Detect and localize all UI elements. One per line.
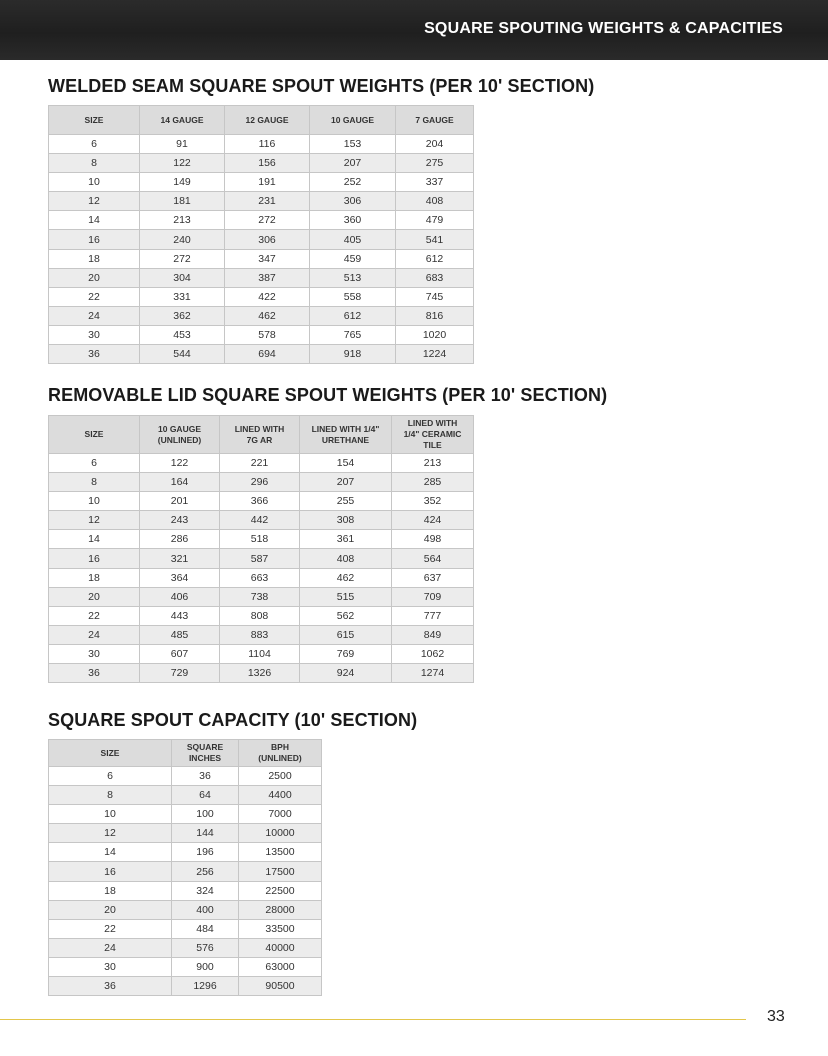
table-cell: 387 <box>225 268 310 287</box>
table-cell: 10000 <box>239 824 322 843</box>
table-cell: 479 <box>396 211 474 230</box>
table-row <box>49 549 474 568</box>
table-cell: 24 <box>49 306 140 325</box>
table-cell: 709 <box>392 587 474 606</box>
table-cell: 22 <box>49 606 140 625</box>
table-cell: 240 <box>140 230 225 249</box>
welded-section-title: WELDED SEAM SQUARE SPOUT WEIGHTS (PER 10' SECTION) <box>48 76 595 96</box>
table-cell: 20 <box>49 587 140 606</box>
table-cell: 231 <box>225 192 310 211</box>
welded-weights-table <box>48 105 474 364</box>
table-cell: 20 <box>49 268 140 287</box>
table-cell: 364 <box>140 568 220 587</box>
table-cell: 252 <box>310 173 396 192</box>
table-cell: 10 <box>49 805 172 824</box>
table-row <box>49 287 474 306</box>
table-cell: 17500 <box>239 862 322 881</box>
table-row <box>49 767 322 786</box>
table-cell: 12 <box>49 511 140 530</box>
table-row <box>49 625 474 644</box>
table-cell: 164 <box>140 473 220 492</box>
table-cell: 808 <box>220 606 300 625</box>
table-cell: 513 <box>310 268 396 287</box>
removable-section-title: REMOVABLE LID SQUARE SPOUT WEIGHTS (PER 10' SECTION) <box>48 385 608 405</box>
table-row <box>49 530 474 549</box>
table-cell: 816 <box>396 306 474 325</box>
table-cell: 30 <box>49 957 172 976</box>
table-cell: 116 <box>225 135 310 154</box>
table-cell: 408 <box>300 549 392 568</box>
table-cell: 12 <box>49 192 140 211</box>
table-cell: 6 <box>49 767 172 786</box>
table-row <box>49 919 322 938</box>
column-header <box>49 416 140 454</box>
table-cell: 100 <box>172 805 239 824</box>
table-cell: 144 <box>172 824 239 843</box>
table-cell: 6 <box>49 135 140 154</box>
table-cell: 612 <box>396 249 474 268</box>
column-header-line: (UNLINED) <box>258 753 302 763</box>
table-cell: 1296 <box>172 977 239 996</box>
table-cell: 745 <box>396 287 474 306</box>
table-cell: 400 <box>172 900 239 919</box>
table-cell: 4400 <box>239 786 322 805</box>
table-row <box>49 805 322 824</box>
table-cell: 442 <box>220 511 300 530</box>
table-cell: 6 <box>49 454 140 473</box>
table-cell: 18 <box>49 568 140 587</box>
table-row <box>49 862 322 881</box>
table-cell: 1326 <box>220 664 300 683</box>
table-cell: 607 <box>140 644 220 663</box>
table-cell: 544 <box>140 345 225 364</box>
column-header-line: URETHANE <box>321 434 370 445</box>
table-cell: 498 <box>392 530 474 549</box>
table-cell: 24 <box>49 625 140 644</box>
table-header-row <box>49 416 474 454</box>
table-cell: 14 <box>49 843 172 862</box>
table-cell: 207 <box>300 473 392 492</box>
table-row <box>49 606 474 625</box>
table-cell: 612 <box>310 306 396 325</box>
table-cell: 366 <box>220 492 300 511</box>
table-cell: 191 <box>225 173 310 192</box>
table-cell: 272 <box>225 211 310 230</box>
table-row <box>49 881 322 900</box>
table-row <box>49 957 322 976</box>
column-header: 12 GAUGE <box>225 106 310 135</box>
table-cell: 36 <box>49 664 140 683</box>
table-cell: 36 <box>49 977 172 996</box>
table-cell: 213 <box>392 454 474 473</box>
table-cell: 2500 <box>239 767 322 786</box>
column-header-line: 10 GAUGE <box>158 423 201 434</box>
table-row <box>49 664 474 683</box>
table-cell: 453 <box>140 325 225 344</box>
column-header-line: SQUARE <box>186 742 224 752</box>
table-cell: 562 <box>300 606 392 625</box>
table-row <box>49 644 474 663</box>
table-cell: 91 <box>140 135 225 154</box>
table-cell: 564 <box>392 549 474 568</box>
table-row <box>49 977 322 996</box>
table-cell: 405 <box>310 230 396 249</box>
table-row <box>49 192 474 211</box>
table-cell: 615 <box>300 625 392 644</box>
table-row <box>49 249 474 268</box>
table-cell: 515 <box>300 587 392 606</box>
column-header-line: INCHES <box>188 753 222 763</box>
column-header <box>49 740 172 767</box>
table-header-row <box>49 106 474 135</box>
column-header <box>300 416 392 454</box>
table-cell: 286 <box>140 530 220 549</box>
table-cell: 484 <box>172 919 239 938</box>
table-cell: 422 <box>225 287 310 306</box>
table-cell: 275 <box>396 154 474 173</box>
table-cell: 459 <box>310 249 396 268</box>
table-row <box>49 511 474 530</box>
table-cell: 201 <box>140 492 220 511</box>
table-cell: 243 <box>140 511 220 530</box>
table-cell: 272 <box>140 249 225 268</box>
table-cell: 576 <box>172 938 239 957</box>
table-cell: 16 <box>49 549 140 568</box>
table-cell: 18 <box>49 249 140 268</box>
table-cell: 883 <box>220 625 300 644</box>
table-cell: 22 <box>49 919 172 938</box>
table-cell: 1224 <box>396 345 474 364</box>
table-cell: 221 <box>220 454 300 473</box>
table-cell: 64 <box>172 786 239 805</box>
column-header-line: SIZE <box>84 429 104 439</box>
table-cell: 308 <box>300 511 392 530</box>
table-cell: 213 <box>140 211 225 230</box>
table-cell: 331 <box>140 287 225 306</box>
table-cell: 900 <box>172 957 239 976</box>
table-cell: 462 <box>225 306 310 325</box>
table-row <box>49 154 474 173</box>
table-cell: 541 <box>396 230 474 249</box>
table-cell: 122 <box>140 154 225 173</box>
table-cell: 22 <box>49 287 140 306</box>
table-cell: 924 <box>300 664 392 683</box>
table-cell: 204 <box>396 135 474 154</box>
table-cell: 1274 <box>392 664 474 683</box>
table-cell: 663 <box>220 568 300 587</box>
column-header <box>172 740 239 767</box>
table-row <box>49 454 474 473</box>
table-cell: 12 <box>49 824 172 843</box>
table-cell: 462 <box>300 568 392 587</box>
table-cell: 8 <box>49 154 140 173</box>
table-cell: 181 <box>140 192 225 211</box>
table-cell: 485 <box>140 625 220 644</box>
table-cell: 337 <box>396 173 474 192</box>
column-header: SIZE <box>49 106 140 135</box>
capacity-section-title: SQUARE SPOUT CAPACITY (10' SECTION) <box>48 710 418 730</box>
table-row <box>49 473 474 492</box>
column-header: 7 GAUGE <box>396 106 474 135</box>
table-cell: 738 <box>220 587 300 606</box>
table-cell: 360 <box>310 211 396 230</box>
table-cell: 683 <box>396 268 474 287</box>
column-header-line: LINED WITH <box>234 423 285 434</box>
table-cell: 36 <box>172 767 239 786</box>
table-cell: 196 <box>172 843 239 862</box>
table-cell: 14 <box>49 530 140 549</box>
table-row <box>49 587 474 606</box>
column-header-line: SIZE <box>100 747 120 758</box>
table-cell: 90500 <box>239 977 322 996</box>
table-cell: 18 <box>49 881 172 900</box>
table-cell: 1104 <box>220 644 300 663</box>
table-header-row <box>49 740 322 767</box>
table-row <box>49 900 322 919</box>
table-cell: 324 <box>172 881 239 900</box>
table-cell: 765 <box>310 325 396 344</box>
table-cell: 20 <box>49 900 172 919</box>
column-header <box>220 416 300 454</box>
table-cell: 777 <box>392 606 474 625</box>
table-cell: 769 <box>300 644 392 663</box>
table-cell: 8 <box>49 786 172 805</box>
table-cell: 154 <box>300 454 392 473</box>
table-cell: 637 <box>392 568 474 587</box>
column-header-line: LINED WITH <box>407 418 458 428</box>
table-cell: 122 <box>140 454 220 473</box>
table-cell: 40000 <box>239 938 322 957</box>
table-cell: 8 <box>49 473 140 492</box>
table-cell: 347 <box>225 249 310 268</box>
table-cell: 918 <box>310 345 396 364</box>
table-cell: 7000 <box>239 805 322 824</box>
column-header <box>239 740 322 767</box>
table-cell: 578 <box>225 325 310 344</box>
table-cell: 36 <box>49 345 140 364</box>
page-header-title: SQUARE SPOUTING WEIGHTS & CAPACITIES <box>424 20 783 37</box>
table-cell: 352 <box>392 492 474 511</box>
table-row <box>49 173 474 192</box>
table-row <box>49 843 322 862</box>
table-cell: 256 <box>172 862 239 881</box>
table-cell: 443 <box>140 606 220 625</box>
table-cell: 207 <box>310 154 396 173</box>
column-header <box>392 416 474 454</box>
table-cell: 306 <box>225 230 310 249</box>
table-row <box>49 268 474 287</box>
table-cell: 255 <box>300 492 392 511</box>
table-cell: 16 <box>49 862 172 881</box>
column-header-line: 1/4" CERAMIC <box>403 429 462 439</box>
column-header-line: (UNLINED) <box>157 434 202 445</box>
table-cell: 424 <box>392 511 474 530</box>
table-cell: 296 <box>220 473 300 492</box>
table-cell: 306 <box>310 192 396 211</box>
table-cell: 321 <box>140 549 220 568</box>
table-cell: 14 <box>49 211 140 230</box>
table-row <box>49 786 322 805</box>
table-cell: 849 <box>392 625 474 644</box>
column-header <box>140 416 220 454</box>
table-cell: 406 <box>140 587 220 606</box>
table-row <box>49 325 474 344</box>
table-cell: 10 <box>49 173 140 192</box>
table-row <box>49 306 474 325</box>
table-row <box>49 492 474 511</box>
table-cell: 285 <box>392 473 474 492</box>
page-number: 33 <box>767 1008 785 1025</box>
table-row <box>49 345 474 364</box>
table-cell: 729 <box>140 664 220 683</box>
table-row <box>49 135 474 154</box>
table-cell: 33500 <box>239 919 322 938</box>
table-cell: 13500 <box>239 843 322 862</box>
table-cell: 10 <box>49 492 140 511</box>
table-cell: 408 <box>396 192 474 211</box>
footer-divider <box>0 1019 746 1020</box>
table-row <box>49 824 322 843</box>
table-cell: 149 <box>140 173 225 192</box>
table-cell: 558 <box>310 287 396 306</box>
column-header-line: BPH <box>271 742 289 752</box>
removable-weights-table <box>48 415 474 683</box>
table-cell: 587 <box>220 549 300 568</box>
table-cell: 156 <box>225 154 310 173</box>
table-cell: 304 <box>140 268 225 287</box>
table-cell: 22500 <box>239 881 322 900</box>
table-row <box>49 938 322 957</box>
table-cell: 361 <box>300 530 392 549</box>
table-cell: 153 <box>310 135 396 154</box>
table-cell: 518 <box>220 530 300 549</box>
column-header: 14 GAUGE <box>140 106 225 135</box>
table-cell: 1062 <box>392 644 474 663</box>
column-header: 10 GAUGE <box>310 106 396 135</box>
table-cell: 30 <box>49 325 140 344</box>
capacity-table <box>48 739 322 996</box>
table-cell: 16 <box>49 230 140 249</box>
table-row <box>49 568 474 587</box>
table-cell: 63000 <box>239 957 322 976</box>
table-cell: 30 <box>49 644 140 663</box>
column-header-line: TILE <box>423 440 442 450</box>
table-cell: 362 <box>140 306 225 325</box>
header-band <box>0 0 828 60</box>
table-cell: 694 <box>225 345 310 364</box>
table-cell: 1020 <box>396 325 474 344</box>
table-cell: 28000 <box>239 900 322 919</box>
table-row <box>49 230 474 249</box>
table-cell: 24 <box>49 938 172 957</box>
table-row <box>49 211 474 230</box>
column-header-line: LINED WITH 1/4" <box>311 423 380 434</box>
column-header-line: 7G AR <box>246 434 273 445</box>
